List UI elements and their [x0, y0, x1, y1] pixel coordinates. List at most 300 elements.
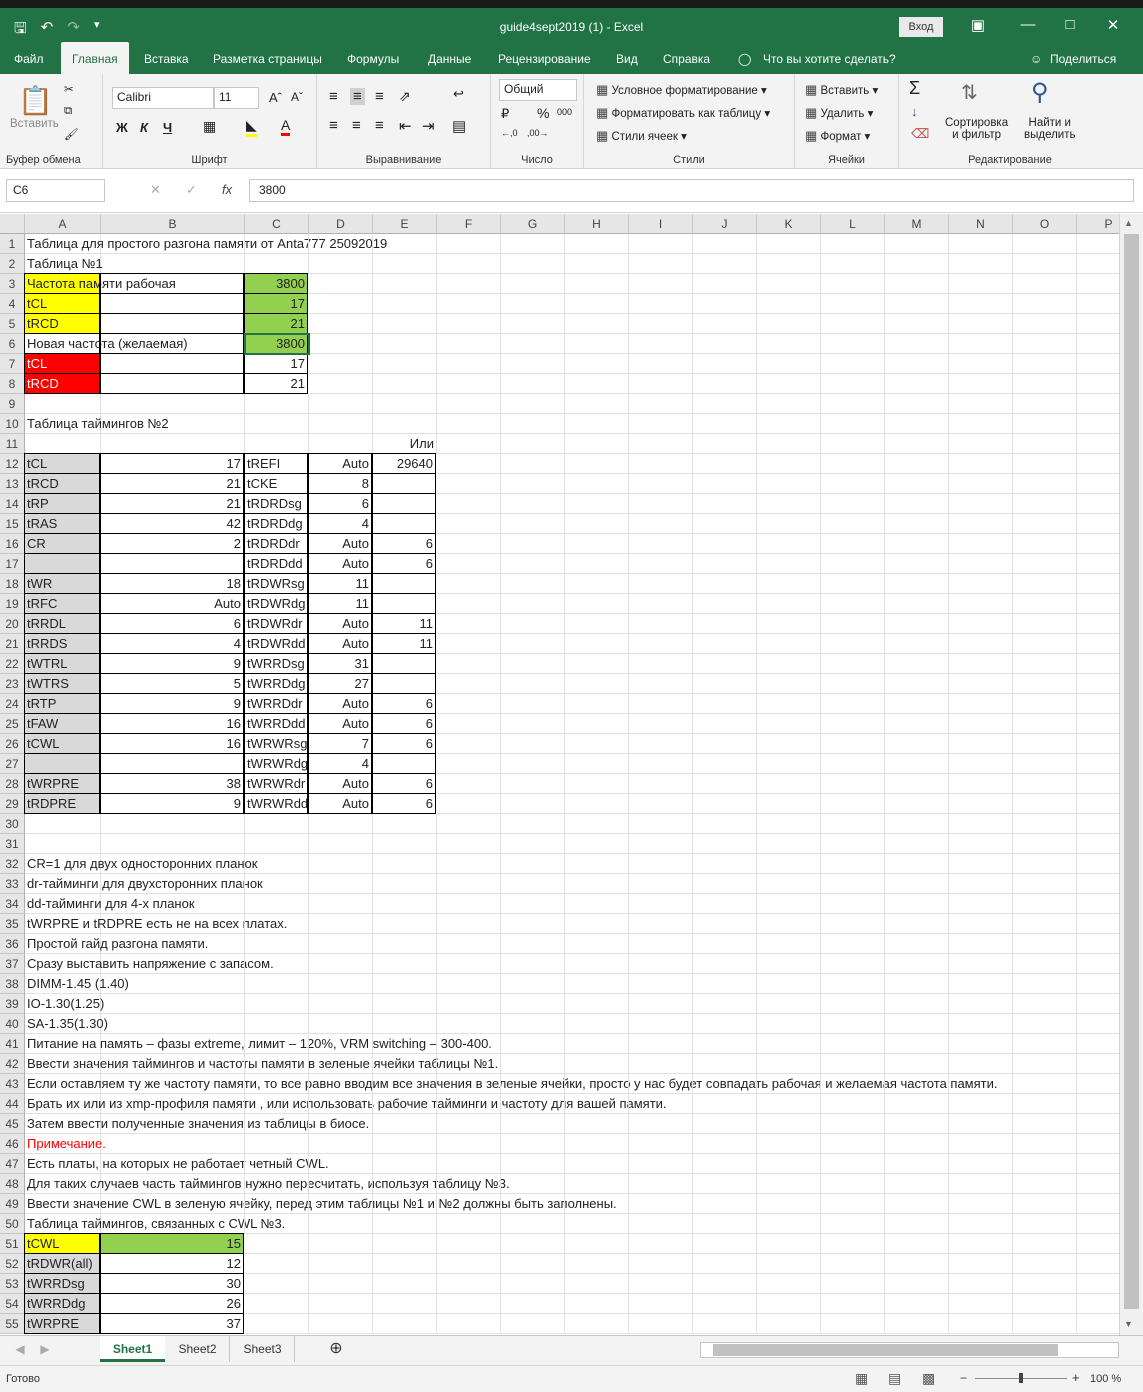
cell-p30[interactable]	[1077, 814, 1119, 834]
cell-i39[interactable]	[629, 994, 693, 1014]
cell-l15[interactable]	[821, 514, 885, 534]
cell-n47[interactable]	[949, 1154, 1013, 1174]
cell-p24[interactable]	[1077, 694, 1119, 714]
cell-g36[interactable]	[501, 934, 565, 954]
zoom-level[interactable]: 100 %	[1090, 1373, 1122, 1385]
cell-m15[interactable]	[885, 514, 949, 534]
cell-a34[interactable]: dd-тайминги для 4-х планок	[25, 894, 101, 914]
cell-p33[interactable]	[1077, 874, 1119, 894]
cell-h7[interactable]	[565, 354, 629, 374]
cell-o26[interactable]	[1013, 734, 1077, 754]
cell-g6[interactable]	[501, 334, 565, 354]
cell-j20[interactable]	[693, 614, 757, 634]
cell-m1[interactable]	[885, 234, 949, 254]
cell-g17[interactable]	[501, 554, 565, 574]
cell-j28[interactable]	[693, 774, 757, 794]
cell-g49[interactable]	[501, 1194, 565, 1214]
cell-i17[interactable]	[629, 554, 693, 574]
cell-m54[interactable]	[885, 1294, 949, 1314]
cell-g21[interactable]	[501, 634, 565, 654]
cell-j36[interactable]	[693, 934, 757, 954]
row-header[interactable]: 37	[0, 954, 25, 974]
cell-g14[interactable]	[501, 494, 565, 514]
cell-o8[interactable]	[1013, 374, 1077, 394]
cell-l22[interactable]	[821, 654, 885, 674]
cell-b6[interactable]	[100, 333, 244, 354]
cell-p28[interactable]	[1077, 774, 1119, 794]
cell-p52[interactable]	[1077, 1254, 1119, 1274]
cell-p31[interactable]	[1077, 834, 1119, 854]
cell-j21[interactable]	[693, 634, 757, 654]
cell-h27[interactable]	[565, 754, 629, 774]
cell-h14[interactable]	[565, 494, 629, 514]
cell-o25[interactable]	[1013, 714, 1077, 734]
cell-f55[interactable]	[437, 1314, 501, 1334]
cell-a15[interactable]: tRAS	[24, 513, 100, 534]
cell-f23[interactable]	[437, 674, 501, 694]
cell-l4[interactable]	[821, 294, 885, 314]
cell-n16[interactable]	[949, 534, 1013, 554]
cell-l6[interactable]	[821, 334, 885, 354]
cell-h32[interactable]	[565, 854, 629, 874]
cell-j27[interactable]	[693, 754, 757, 774]
cell-l19[interactable]	[821, 594, 885, 614]
cell-h19[interactable]	[565, 594, 629, 614]
cell-o43[interactable]	[1013, 1074, 1077, 1094]
row-header[interactable]: 19	[0, 594, 25, 614]
cell-l3[interactable]	[821, 274, 885, 294]
cell-c52[interactable]	[245, 1254, 309, 1274]
cell-e27[interactable]	[372, 753, 436, 774]
cell-p45[interactable]	[1077, 1114, 1119, 1134]
cell-k53[interactable]	[757, 1274, 821, 1294]
format-cells-button[interactable]: ▦ Формат ▾	[805, 128, 871, 143]
row-header[interactable]: 47	[0, 1154, 25, 1174]
cell-d49[interactable]	[309, 1194, 373, 1214]
cell-c13[interactable]: tCKE	[244, 473, 308, 494]
cell-h52[interactable]	[565, 1254, 629, 1274]
cell-f9[interactable]	[437, 394, 501, 414]
cell-d48[interactable]	[309, 1174, 373, 1194]
cell-m49[interactable]	[885, 1194, 949, 1214]
cell-i7[interactable]	[629, 354, 693, 374]
cell-j46[interactable]	[693, 1134, 757, 1154]
cell-g44[interactable]	[501, 1094, 565, 1114]
italic-button[interactable]: К	[140, 120, 148, 135]
row-header[interactable]: 32	[0, 854, 25, 874]
cell-m14[interactable]	[885, 494, 949, 514]
cell-m55[interactable]	[885, 1314, 949, 1334]
cell-n18[interactable]	[949, 574, 1013, 594]
cell-c20[interactable]: tRDWRdr	[244, 613, 308, 634]
cell-b5[interactable]	[100, 313, 244, 334]
cell-d28[interactable]: Auto	[308, 773, 372, 794]
row-header[interactable]: 24	[0, 694, 25, 714]
sheet-tab-3[interactable]: Sheet3	[231, 1336, 295, 1362]
cell-b45[interactable]	[101, 1114, 245, 1134]
row-header[interactable]: 34	[0, 894, 25, 914]
cell-p40[interactable]	[1077, 1014, 1119, 1034]
cell-m27[interactable]	[885, 754, 949, 774]
cell-b18[interactable]: 18	[100, 573, 244, 594]
cell-n26[interactable]	[949, 734, 1013, 754]
cell-e48[interactable]	[373, 1174, 437, 1194]
cell-c31[interactable]	[245, 834, 309, 854]
cell-l8[interactable]	[821, 374, 885, 394]
cell-i32[interactable]	[629, 854, 693, 874]
cell-b20[interactable]: 6	[100, 613, 244, 634]
cell-c22[interactable]: tWRRDsg	[244, 653, 308, 674]
cell-c1[interactable]	[245, 234, 309, 254]
cell-d53[interactable]	[309, 1274, 373, 1294]
cell-k55[interactable]	[757, 1314, 821, 1334]
row-header[interactable]: 45	[0, 1114, 25, 1134]
cell-o29[interactable]	[1013, 794, 1077, 814]
cell-n45[interactable]	[949, 1114, 1013, 1134]
cell-p39[interactable]	[1077, 994, 1119, 1014]
tab-page-layout[interactable]: Разметка страницы	[213, 52, 322, 66]
row-header[interactable]: 27	[0, 754, 25, 774]
cell-k13[interactable]	[757, 474, 821, 494]
cell-j53[interactable]	[693, 1274, 757, 1294]
row-header[interactable]: 52	[0, 1254, 25, 1274]
format-as-table-button[interactable]: ▦ Форматировать как таблицу ▾	[596, 105, 771, 120]
cell-n44[interactable]	[949, 1094, 1013, 1114]
horizontal-scrollbar[interactable]	[700, 1342, 1119, 1358]
row-header[interactable]: 6	[0, 334, 25, 354]
cell-d14[interactable]: 6	[308, 493, 372, 514]
cell-e34[interactable]	[373, 894, 437, 914]
align-right-icon[interactable]: ≡	[375, 117, 384, 134]
cell-h23[interactable]	[565, 674, 629, 694]
cell-j48[interactable]	[693, 1174, 757, 1194]
cell-o6[interactable]	[1013, 334, 1077, 354]
cell-k39[interactable]	[757, 994, 821, 1014]
cell-j29[interactable]	[693, 794, 757, 814]
cell-a40[interactable]: SA-1.35(1.30)	[25, 1014, 101, 1034]
cell-p27[interactable]	[1077, 754, 1119, 774]
cell-o21[interactable]	[1013, 634, 1077, 654]
cell-a31[interactable]	[25, 834, 101, 854]
cell-a48[interactable]: Для таких случаев часть таймингов нужно пересчитать, используя таблицу №3.	[25, 1174, 101, 1194]
cell-o34[interactable]	[1013, 894, 1077, 914]
cell-d44[interactable]	[309, 1094, 373, 1114]
cell-g11[interactable]	[501, 434, 565, 454]
cell-b37[interactable]	[101, 954, 245, 974]
cell-f3[interactable]	[437, 274, 501, 294]
cell-h39[interactable]	[565, 994, 629, 1014]
cell-f4[interactable]	[437, 294, 501, 314]
cell-g19[interactable]	[501, 594, 565, 614]
align-center-icon[interactable]: ≡	[352, 117, 361, 134]
cell-b4[interactable]	[100, 293, 244, 314]
cell-i47[interactable]	[629, 1154, 693, 1174]
cell-g3[interactable]	[501, 274, 565, 294]
cell-d34[interactable]	[309, 894, 373, 914]
fill-color-icon[interactable]: ◣	[246, 117, 257, 137]
cell-l39[interactable]	[821, 994, 885, 1014]
cell-f43[interactable]	[437, 1074, 501, 1094]
cell-i11[interactable]	[629, 434, 693, 454]
cell-p25[interactable]	[1077, 714, 1119, 734]
cell-o36[interactable]	[1013, 934, 1077, 954]
cell-e5[interactable]	[373, 314, 437, 334]
cell-o15[interactable]	[1013, 514, 1077, 534]
cell-p1[interactable]	[1077, 234, 1119, 254]
row-header[interactable]: 21	[0, 634, 25, 654]
cell-p13[interactable]	[1077, 474, 1119, 494]
cell-l5[interactable]	[821, 314, 885, 334]
cell-a24[interactable]: tRTP	[24, 693, 100, 714]
cell-a12[interactable]: tCL	[24, 453, 100, 474]
cell-g7[interactable]	[501, 354, 565, 374]
cell-e30[interactable]	[373, 814, 437, 834]
cell-k41[interactable]	[757, 1034, 821, 1054]
cell-m36[interactable]	[885, 934, 949, 954]
cell-f44[interactable]	[437, 1094, 501, 1114]
cell-i24[interactable]	[629, 694, 693, 714]
cell-h35[interactable]	[565, 914, 629, 934]
sort-filter-button[interactable]	[945, 117, 1008, 141]
cell-m21[interactable]	[885, 634, 949, 654]
cell-b12[interactable]: 17	[100, 453, 244, 474]
cell-f22[interactable]	[437, 654, 501, 674]
cell-h16[interactable]	[565, 534, 629, 554]
cell-n53[interactable]	[949, 1274, 1013, 1294]
cell-p14[interactable]	[1077, 494, 1119, 514]
cell-l32[interactable]	[821, 854, 885, 874]
cell-e8[interactable]	[373, 374, 437, 394]
cell-o47[interactable]	[1013, 1154, 1077, 1174]
cell-m37[interactable]	[885, 954, 949, 974]
cell-b46[interactable]	[101, 1134, 245, 1154]
cell-o11[interactable]	[1013, 434, 1077, 454]
cell-m39[interactable]	[885, 994, 949, 1014]
cell-f45[interactable]	[437, 1114, 501, 1134]
cell-m50[interactable]	[885, 1214, 949, 1234]
cell-o12[interactable]	[1013, 454, 1077, 474]
cell-k18[interactable]	[757, 574, 821, 594]
paste-icon[interactable]: 📋	[18, 85, 53, 116]
cell-o4[interactable]	[1013, 294, 1077, 314]
cell-l40[interactable]	[821, 1014, 885, 1034]
cell-a28[interactable]: tWRPRE	[24, 773, 100, 794]
cell-j39[interactable]	[693, 994, 757, 1014]
cell-f33[interactable]	[437, 874, 501, 894]
cell-d41[interactable]	[309, 1034, 373, 1054]
cell-a42[interactable]: Ввести значения таймингов и частоты памяти в зеленые ячейки таблицы №1.	[25, 1054, 101, 1074]
cell-b55[interactable]: 37	[100, 1313, 244, 1334]
cell-j38[interactable]	[693, 974, 757, 994]
cell-l2[interactable]	[821, 254, 885, 274]
cell-f53[interactable]	[437, 1274, 501, 1294]
cell-c12[interactable]: tREFI	[244, 453, 308, 474]
cell-b8[interactable]	[100, 373, 244, 394]
cell-o52[interactable]	[1013, 1254, 1077, 1274]
cell-a4[interactable]: tCL	[24, 293, 100, 314]
cell-m6[interactable]	[885, 334, 949, 354]
cell-f11[interactable]	[437, 434, 501, 454]
cell-g5[interactable]	[501, 314, 565, 334]
tab-formulas[interactable]: Формулы	[347, 52, 400, 66]
cell-p8[interactable]	[1077, 374, 1119, 394]
cell-o19[interactable]	[1013, 594, 1077, 614]
cell-p20[interactable]	[1077, 614, 1119, 634]
cell-p51[interactable]	[1077, 1234, 1119, 1254]
cell-n54[interactable]	[949, 1294, 1013, 1314]
cell-c10[interactable]	[245, 414, 309, 434]
cell-p41[interactable]	[1077, 1034, 1119, 1054]
row-header[interactable]: 5	[0, 314, 25, 334]
row-header[interactable]: 38	[0, 974, 25, 994]
row-header[interactable]: 35	[0, 914, 25, 934]
cell-g32[interactable]	[501, 854, 565, 874]
conditional-format-button[interactable]: ▦ Условное форматирование ▾	[596, 82, 767, 97]
cell-n37[interactable]	[949, 954, 1013, 974]
cell-d52[interactable]	[309, 1254, 373, 1274]
cell-d23[interactable]: 27	[308, 673, 372, 694]
cell-k31[interactable]	[757, 834, 821, 854]
cell-h49[interactable]	[565, 1194, 629, 1214]
cell-b41[interactable]	[101, 1034, 245, 1054]
enter-icon[interactable]: ✓	[186, 182, 197, 197]
cell-b36[interactable]	[101, 934, 245, 954]
cell-n46[interactable]	[949, 1134, 1013, 1154]
row-header[interactable]: 25	[0, 714, 25, 734]
cell-f21[interactable]	[437, 634, 501, 654]
cell-l55[interactable]	[821, 1314, 885, 1334]
insert-cells-button[interactable]: ▦ Вставить ▾	[805, 82, 879, 97]
cell-p49[interactable]	[1077, 1194, 1119, 1214]
row-header[interactable]: 31	[0, 834, 25, 854]
cell-d37[interactable]	[309, 954, 373, 974]
cell-h22[interactable]	[565, 654, 629, 674]
cell-d27[interactable]: 4	[308, 753, 372, 774]
cell-d51[interactable]	[309, 1234, 373, 1254]
cell-k30[interactable]	[757, 814, 821, 834]
cell-j22[interactable]	[693, 654, 757, 674]
currency-icon[interactable]: ₽	[501, 106, 510, 121]
cell-c43[interactable]	[245, 1074, 309, 1094]
cell-j23[interactable]	[693, 674, 757, 694]
cell-n22[interactable]	[949, 654, 1013, 674]
cell-e38[interactable]	[373, 974, 437, 994]
cell-m34[interactable]	[885, 894, 949, 914]
cell-e16[interactable]: 6	[372, 533, 436, 554]
cell-i44[interactable]	[629, 1094, 693, 1114]
cell-k11[interactable]	[757, 434, 821, 454]
cell-l48[interactable]	[821, 1174, 885, 1194]
cell-b3[interactable]	[100, 273, 244, 294]
cell-n49[interactable]	[949, 1194, 1013, 1214]
cell-i30[interactable]	[629, 814, 693, 834]
cell-p47[interactable]	[1077, 1154, 1119, 1174]
cell-p29[interactable]	[1077, 794, 1119, 814]
cell-p18[interactable]	[1077, 574, 1119, 594]
cell-o3[interactable]	[1013, 274, 1077, 294]
decrease-indent-icon[interactable]: ⇤	[399, 118, 412, 135]
cell-j34[interactable]	[693, 894, 757, 914]
cell-d32[interactable]	[309, 854, 373, 874]
cell-l52[interactable]	[821, 1254, 885, 1274]
cell-d3[interactable]	[309, 274, 373, 294]
cell-e18[interactable]	[372, 573, 436, 594]
cell-k32[interactable]	[757, 854, 821, 874]
cell-d24[interactable]: Auto	[308, 693, 372, 714]
vertical-scrollbar[interactable]	[1119, 214, 1143, 1335]
cell-k9[interactable]	[757, 394, 821, 414]
cell-p19[interactable]	[1077, 594, 1119, 614]
zoom-in-icon[interactable]: +	[1072, 1370, 1080, 1385]
cell-m8[interactable]	[885, 374, 949, 394]
cell-e14[interactable]	[372, 493, 436, 514]
merge-cells-icon[interactable]: ▤	[452, 118, 467, 135]
cell-c29[interactable]: tWRWRdd	[244, 793, 308, 814]
cell-e7[interactable]	[373, 354, 437, 374]
row-header[interactable]: 53	[0, 1274, 25, 1294]
cell-l20[interactable]	[821, 614, 885, 634]
page-break-view-icon[interactable]: ▩	[922, 1370, 936, 1386]
cell-h12[interactable]	[565, 454, 629, 474]
cell-d25[interactable]: Auto	[308, 713, 372, 734]
cell-a39[interactable]: IO-1.30(1.25)	[25, 994, 101, 1014]
cell-e42[interactable]	[373, 1054, 437, 1074]
row-header[interactable]: 9	[0, 394, 25, 414]
sheet-tab-1[interactable]: Sheet1	[100, 1336, 165, 1362]
decrease-decimal-icon[interactable]: ,00→	[527, 128, 549, 138]
cell-c28[interactable]: tWRWRdr	[244, 773, 308, 794]
column-header-o[interactable]: O	[1013, 214, 1077, 234]
cell-f31[interactable]	[437, 834, 501, 854]
cell-l44[interactable]	[821, 1094, 885, 1114]
font-name-select[interactable]: Calibri	[112, 87, 214, 109]
cell-c25[interactable]: tWRRDdd	[244, 713, 308, 734]
cell-e25[interactable]: 6	[372, 713, 436, 734]
cell-a45[interactable]: Затем ввести полученные значения из таблицы в биосе.	[25, 1114, 101, 1134]
cell-j43[interactable]	[693, 1074, 757, 1094]
cell-p36[interactable]	[1077, 934, 1119, 954]
cell-h29[interactable]	[565, 794, 629, 814]
cell-d55[interactable]	[309, 1314, 373, 1334]
cell-g20[interactable]	[501, 614, 565, 634]
cell-e35[interactable]	[373, 914, 437, 934]
cell-a38[interactable]: DIMM-1.45 (1.40)	[25, 974, 101, 994]
cell-k26[interactable]	[757, 734, 821, 754]
cell-i15[interactable]	[629, 514, 693, 534]
cell-a1[interactable]: Таблица для простого разгона памяти от Anta777 25092019	[25, 234, 101, 254]
cell-i52[interactable]	[629, 1254, 693, 1274]
cell-g37[interactable]	[501, 954, 565, 974]
cell-o7[interactable]	[1013, 354, 1077, 374]
cell-c26[interactable]: tWRWRsg	[244, 733, 308, 754]
cell-o49[interactable]	[1013, 1194, 1077, 1214]
cell-n9[interactable]	[949, 394, 1013, 414]
cell-d19[interactable]: 11	[308, 593, 372, 614]
cell-b10[interactable]	[101, 414, 245, 434]
row-header[interactable]: 8	[0, 374, 25, 394]
cell-h31[interactable]	[565, 834, 629, 854]
cell-h15[interactable]	[565, 514, 629, 534]
cell-b43[interactable]	[101, 1074, 245, 1094]
cell-d8[interactable]	[309, 374, 373, 394]
cell-n21[interactable]	[949, 634, 1013, 654]
cell-l45[interactable]	[821, 1114, 885, 1134]
cell-n35[interactable]	[949, 914, 1013, 934]
cell-g10[interactable]	[501, 414, 565, 434]
number-format-select[interactable]: Общий	[499, 79, 577, 101]
row-header[interactable]: 33	[0, 874, 25, 894]
cell-o51[interactable]	[1013, 1234, 1077, 1254]
